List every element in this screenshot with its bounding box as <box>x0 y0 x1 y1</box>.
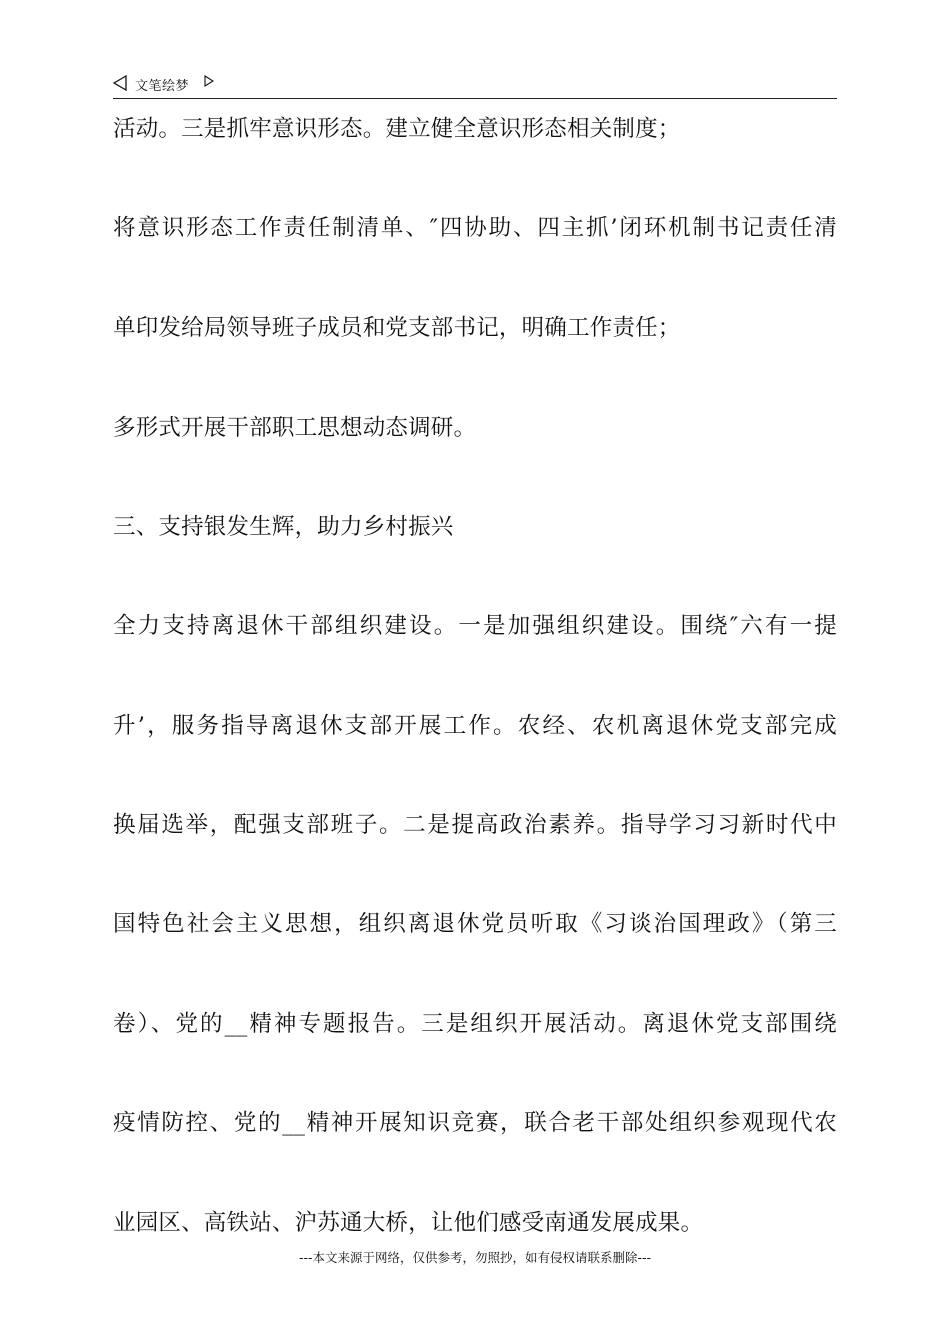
header-brand: 文笔绘梦 <box>135 79 190 94</box>
body-line-9: 国特色社会主义思想，组织离退休党员听取《习谈治国理政》（第三 <box>113 911 837 937</box>
page-footer-disclaimer: ---本文来源于网络，仅供参考，勿照抄，如有侵权请联系删除--- <box>298 1250 652 1265</box>
body-line-8: 换届选举，配强支部班子。二是提高政治素养。指导学习习新时代中 <box>113 812 837 838</box>
section-heading: 三、支持银发生辉，助力乡村振兴 <box>113 514 454 540</box>
body-line-2: 将意识形态工作责任制清单、″四协助、四主抓’闭环机制书记责任清 <box>113 215 837 241</box>
body-line-1: 活动。三是抓牢意识形态。建立健全意识形态相关制度； <box>113 116 681 142</box>
page-header <box>113 72 837 99</box>
body-line-7: 升’，服务指导离退休支部开展工作。农经、农机离退休党支部完成 <box>113 713 837 739</box>
body-line-12: 业园区、高铁站、沪苏通大桥，让他们感受南通发展成果。 <box>113 1210 704 1236</box>
triangle-left-outline-icon <box>113 75 127 91</box>
body-line-3: 单印发给局领导班子成员和党支部书记，明确工作责任； <box>113 315 681 341</box>
body-line-6: 全力支持离退休干部组织建设。一是加强组织建设。围绕″六有一提 <box>113 613 837 639</box>
triangle-right-outline-icon <box>204 75 214 87</box>
body-line-11: 疫情防控、党的__精神开展知识竞赛，联合老干部处组织参观现代农 <box>113 1110 837 1136</box>
body-line-10: 卷）、党的__精神专题报告。三是组织开展活动。离退休党支部围绕 <box>113 1011 837 1037</box>
body-line-4: 多形式开展干部职工思想动态调研。 <box>113 415 477 441</box>
